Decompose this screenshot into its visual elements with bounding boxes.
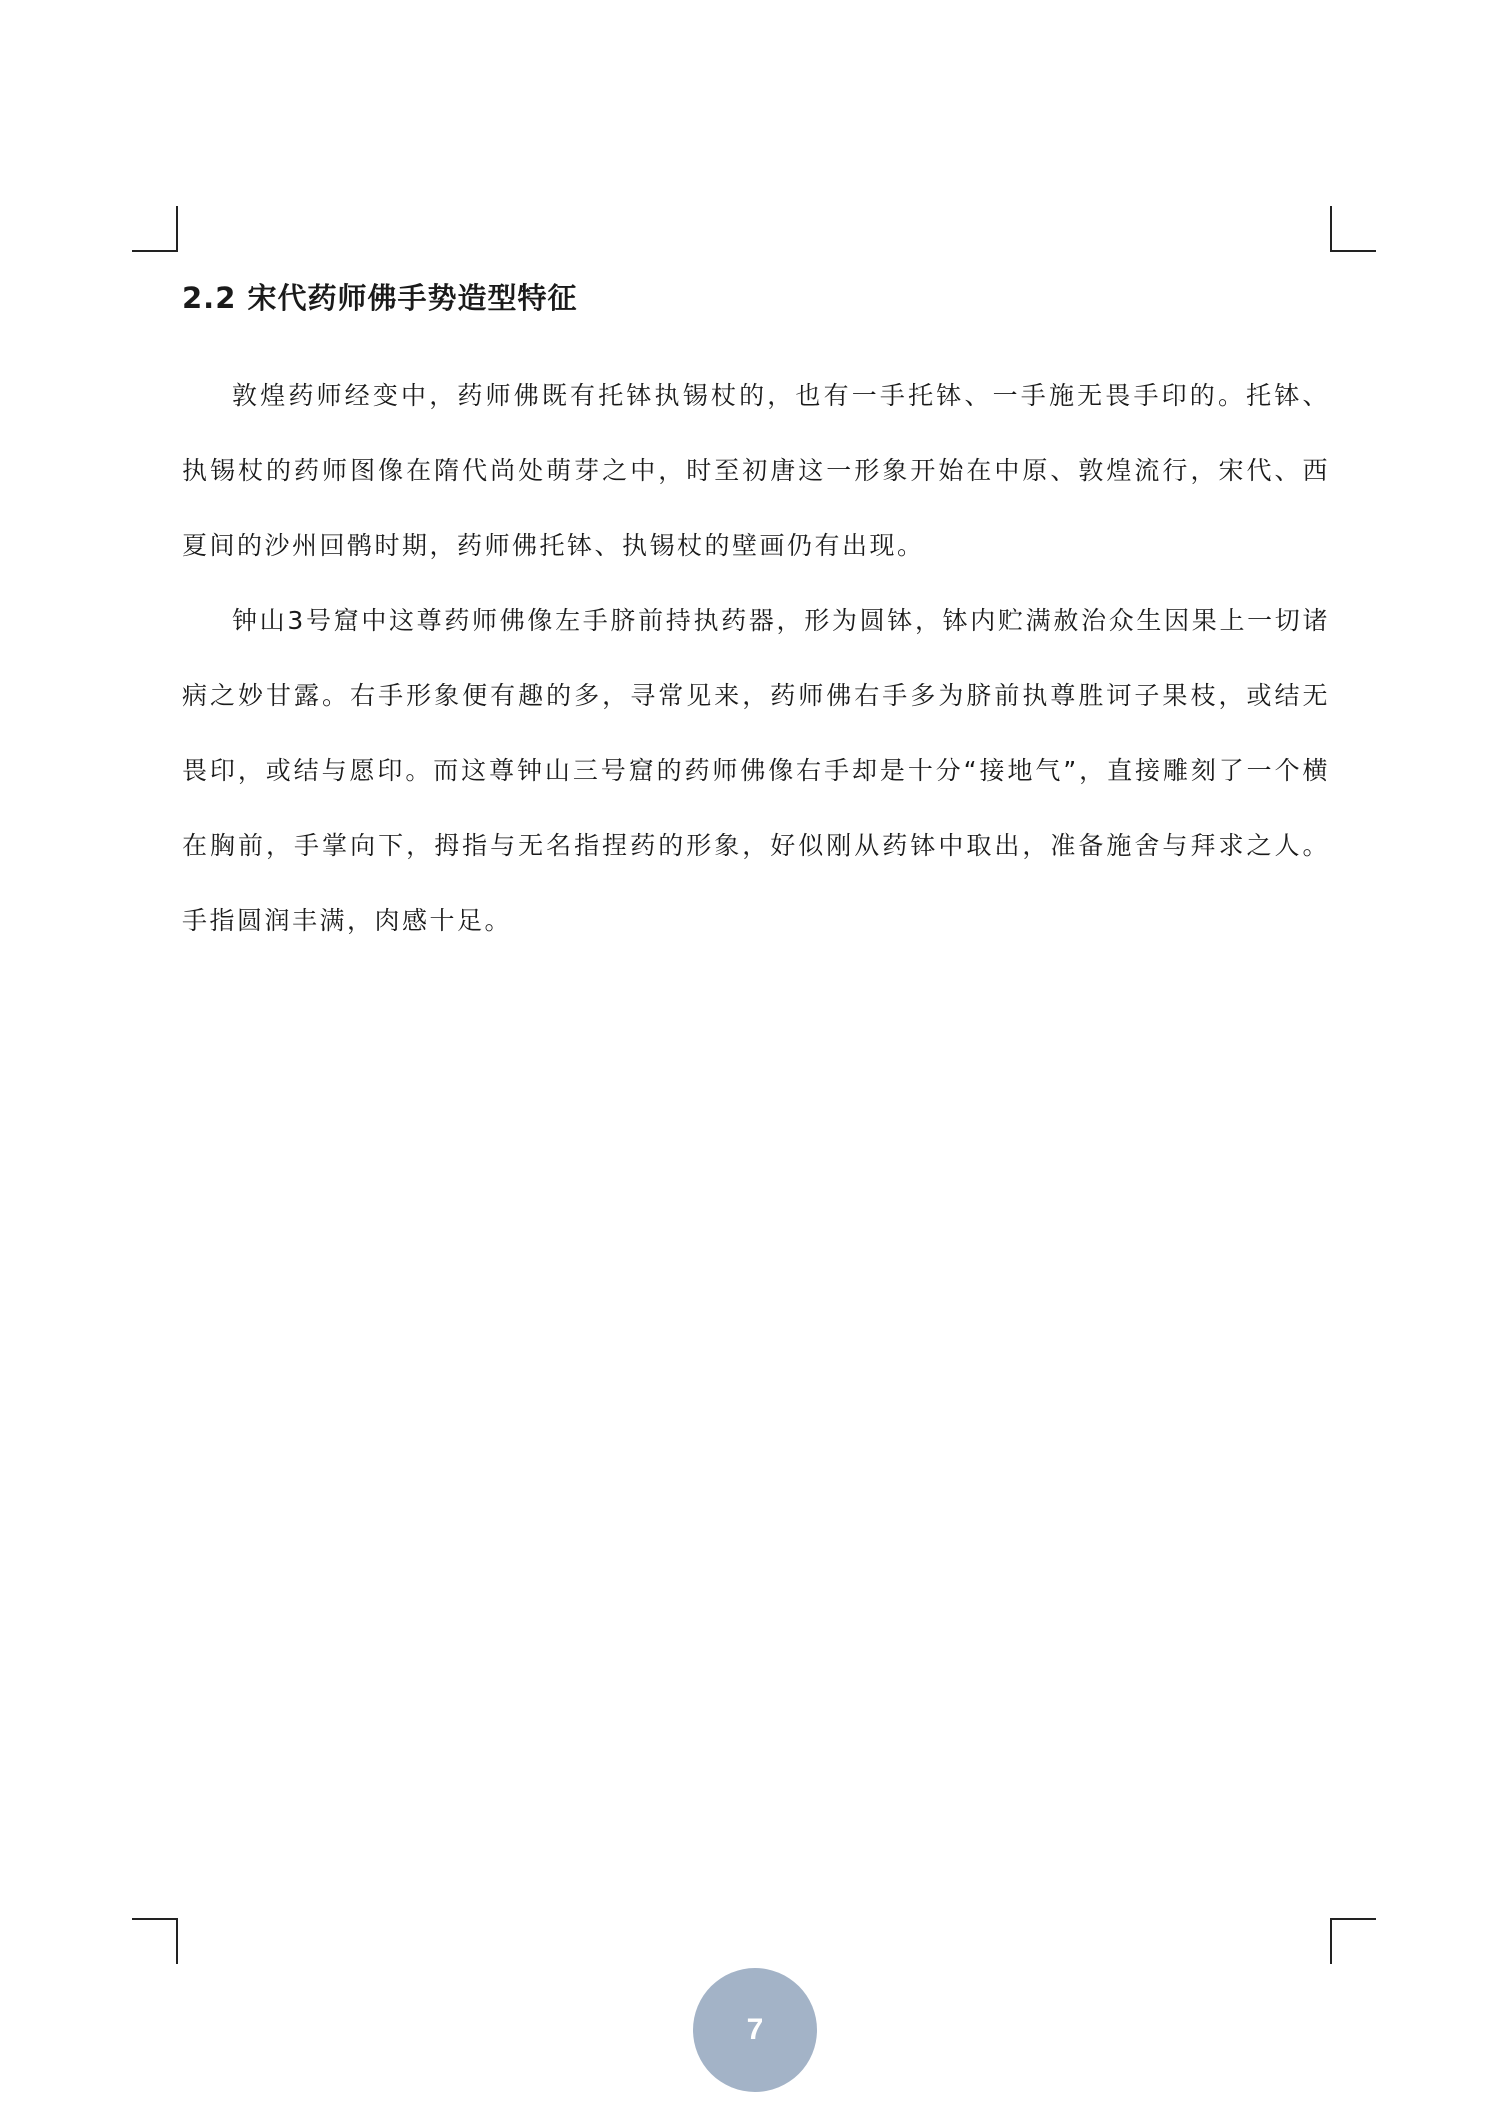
page-number: 7 (746, 2013, 764, 2046)
paragraph-1: 敦煌药师经变中，药师佛既有托钵执锡杖的，也有一手托钵、一手施无畏手印的。托钵、执锡杖的药师图像在隋代尚处萌芽之中，时至初唐这一形象开始在中原、敦煌流行，宋代、西夏间的沙州回鹘时期，药师佛托钵、执锡杖的壁画仍有出现。 (182, 381, 1330, 560)
paragraph-2: 钟山3号窟中这尊药师佛像左手脐前持执药器，形为圆钵，钵内贮满赦治众生因果上一切诸病之妙甘露。右手形象便有趣的多，寻常见来，药师佛右手多为脐前执尊胜诃子果枝，或结无畏印，或结与愿印。而这尊钟山三号窟的药师佛像右手却是十分“接地气”，直接雕刻了一个横在胸前，手掌向下，拇指与无名指捏药的形象，好似刚从药钵中取出，准备施舍与拜求之人。手指圆润丰满，肉感十足。 (182, 606, 1330, 935)
crop-mark-top-right (1330, 206, 1376, 252)
crop-mark-top-left (132, 206, 178, 252)
page-number-badge (693, 1968, 817, 2092)
crop-mark-bottom-left (132, 1918, 178, 1964)
section-heading: 2.2 宋代药师佛手势造型特征 (182, 281, 578, 315)
crop-mark-bottom-right (1330, 1918, 1376, 1964)
page-content (182, 278, 1330, 958)
